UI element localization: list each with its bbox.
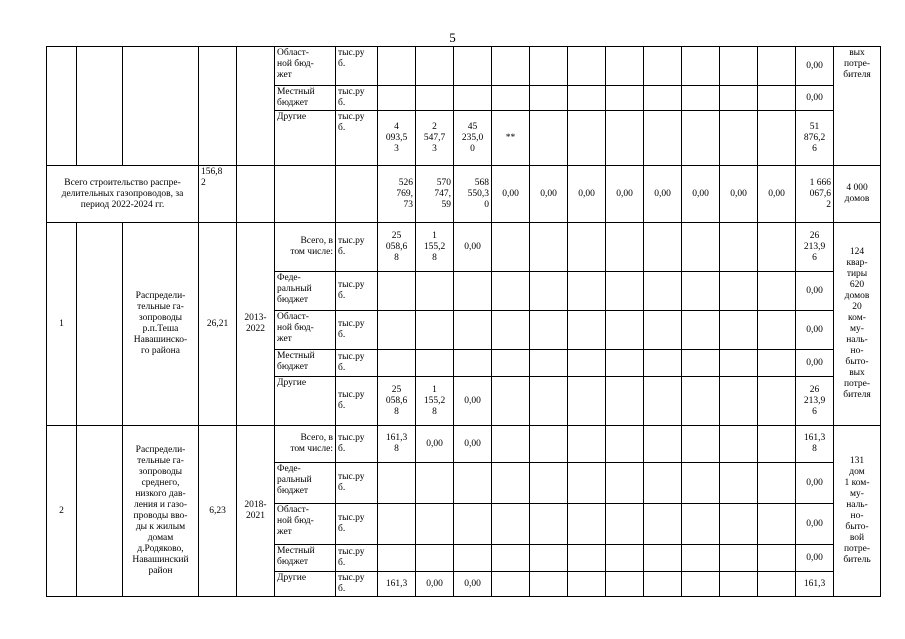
value-cell: 0,00: [454, 377, 492, 426]
value-cell: 0,00: [416, 572, 454, 597]
total-cell: 0,00: [796, 47, 834, 86]
value-cell: 570 747, 59: [416, 166, 454, 223]
empty-cell: [720, 426, 758, 463]
total-cell: 0,00: [796, 504, 834, 545]
zero-cell: 0,00: [644, 166, 682, 223]
empty-cell: [530, 426, 568, 463]
empty-cell: [644, 272, 682, 311]
empty-cell: [275, 166, 336, 223]
value-cell: [454, 463, 492, 504]
value-cell: [416, 311, 454, 350]
unit-label: тыс.ру б.: [336, 504, 378, 545]
result-cell: 124 квар- тиры 620 домов 20 ком- му- наль- но- быто- вых потре- бителя: [834, 223, 881, 426]
total-cell: 0,00: [796, 350, 834, 377]
empty-cell: [644, 504, 682, 545]
value-cell: [454, 272, 492, 311]
unit-label: тыс.ру б.: [336, 463, 378, 504]
zero-cell: 0,00: [720, 166, 758, 223]
empty-cell: [530, 504, 568, 545]
empty-cell: [568, 504, 606, 545]
empty-cell: [530, 111, 568, 166]
empty-cell: [530, 463, 568, 504]
empty-cell: [644, 111, 682, 166]
empty-cell: [682, 311, 720, 350]
empty-cell: [682, 350, 720, 377]
summary-length: 156,8 2: [199, 166, 237, 223]
value-cell: [416, 272, 454, 311]
source-label: Другие: [275, 111, 336, 166]
empty-cell: [606, 572, 644, 597]
empty-cell: [758, 111, 796, 166]
empty-cell: [568, 572, 606, 597]
item-name: Распредели- тельные га- зопроводы р.п.Теша Навашинско- го района: [123, 223, 199, 426]
empty-cell: [682, 377, 720, 426]
empty-cell: [606, 463, 644, 504]
length-cell: [199, 47, 237, 166]
empty-cell: [492, 572, 530, 597]
value-cell: [416, 463, 454, 504]
unit-label: тыс.ру б.: [336, 111, 378, 166]
value-cell: 0,00: [416, 426, 454, 463]
empty-cell: [606, 504, 644, 545]
empty-cell: [530, 272, 568, 311]
name-cell: [123, 47, 199, 166]
empty-cell: [720, 350, 758, 377]
empty-cell: [568, 47, 606, 86]
total-cell: 0,00: [796, 86, 834, 111]
item-length: 6,23: [199, 426, 237, 597]
empty-cell: [682, 463, 720, 504]
total-cell: 161,3: [796, 572, 834, 597]
empty-cell: [568, 311, 606, 350]
empty-cell: [568, 350, 606, 377]
empty-cell: [758, 350, 796, 377]
value-cell: 161,3: [378, 572, 416, 597]
empty-cell: [568, 463, 606, 504]
total-cell: 0,00: [796, 272, 834, 311]
empty-cell: [644, 545, 682, 572]
total-cell: 26 213,9 6: [796, 223, 834, 272]
empty-cell: [568, 223, 606, 272]
value-cell: [454, 350, 492, 377]
value-cell: [378, 86, 416, 111]
empty-cell: [644, 47, 682, 86]
value-cell: 526 769, 73: [378, 166, 416, 223]
item-number: 1: [47, 223, 77, 426]
unit-label: тыс.ру б.: [336, 47, 378, 86]
empty-cell: [720, 111, 758, 166]
value-cell: [416, 47, 454, 86]
empty-cell: [720, 504, 758, 545]
value-cell: 25 058,6 8: [378, 223, 416, 272]
empty-cell: [644, 350, 682, 377]
empty-cell: [606, 47, 644, 86]
empty-cell: [237, 166, 275, 223]
value-cell: 161,3 8: [378, 426, 416, 463]
empty-cell: [644, 463, 682, 504]
empty-cell: [568, 86, 606, 111]
value-cell: 568 550,3 0: [454, 166, 492, 223]
empty-cell: [758, 47, 796, 86]
empty-cell: [492, 272, 530, 311]
empty-cell: [530, 350, 568, 377]
source-label: Феде- ральный бюджет: [275, 463, 336, 504]
empty-cell: [720, 545, 758, 572]
empty-cell: [336, 166, 378, 223]
source-label: Другие: [275, 572, 336, 597]
source-label: Другие: [275, 377, 336, 426]
total-cell: 0,00: [796, 311, 834, 350]
empty-cell: [682, 572, 720, 597]
zero-cell: 0,00: [682, 166, 720, 223]
empty-cell: [568, 545, 606, 572]
total-cell: 51 876,2 6: [796, 111, 834, 166]
empty-cell: [606, 426, 644, 463]
empty-cell: [530, 572, 568, 597]
empty-cell: [644, 377, 682, 426]
empty-cell: [568, 426, 606, 463]
empty-cell: [606, 272, 644, 311]
value-cell: 2 547,7 3: [416, 111, 454, 166]
empty-cell: [492, 426, 530, 463]
value-cell: [454, 504, 492, 545]
empty-cell: [720, 86, 758, 111]
empty-cell: [758, 463, 796, 504]
result-cell: 131 дом 1 ком- му- наль- но- быто- вой потре- битель: [834, 426, 881, 597]
unit-label: тыс.ру б.: [336, 350, 378, 377]
item-period: 2013- 2022: [237, 223, 275, 426]
empty-cell: [568, 111, 606, 166]
item-period: 2018- 2021: [237, 426, 275, 597]
value-cell: [378, 47, 416, 86]
value-cell: [454, 311, 492, 350]
empty-cell: [682, 272, 720, 311]
value-cell: [416, 350, 454, 377]
total-cell: 0,00: [796, 545, 834, 572]
empty-cell: [492, 545, 530, 572]
table-row: [47, 223, 881, 272]
num-cell: [47, 47, 77, 166]
empty-cell: [682, 426, 720, 463]
source-label: Местный бюджет: [275, 545, 336, 572]
empty-cell: [758, 223, 796, 272]
source-label: Област- ной бюд- жет: [275, 47, 336, 86]
empty-cell: [682, 86, 720, 111]
source-label: Местный бюджет: [275, 86, 336, 111]
empty-cell: [492, 377, 530, 426]
value-cell: 25 058,6 8: [378, 377, 416, 426]
summary-total: 1 666 067,6 2: [796, 166, 834, 223]
value-cell: [416, 86, 454, 111]
empty-cell: [606, 350, 644, 377]
value-cell: 0,00: [454, 426, 492, 463]
empty-cell: [644, 223, 682, 272]
zero-cell: 0,00: [530, 166, 568, 223]
value-cell: [416, 504, 454, 545]
empty-cell: [682, 504, 720, 545]
source-label: Област- ной бюд- жет: [275, 311, 336, 350]
source-label: Област- ной бюд- жет: [275, 504, 336, 545]
blank-cell: [77, 223, 123, 426]
empty-cell: [606, 377, 644, 426]
value-cell: 1 155,2 8: [416, 377, 454, 426]
unit-label: тыс.ру б.: [336, 572, 378, 597]
total-cell: 0,00: [796, 463, 834, 504]
empty-cell: [758, 545, 796, 572]
empty-cell: [606, 86, 644, 111]
table-row: [47, 426, 881, 463]
value-cell: 0,00: [454, 223, 492, 272]
empty-cell: [530, 311, 568, 350]
empty-cell: [720, 47, 758, 86]
value-cell: 1 155,2 8: [416, 223, 454, 272]
value-cell: 4 093,5 3: [378, 111, 416, 166]
summary-row: [47, 166, 881, 223]
value-cell: [378, 463, 416, 504]
empty-cell: [644, 572, 682, 597]
empty-cell: [606, 311, 644, 350]
empty-cell: [720, 272, 758, 311]
zero-cell: 0,00: [758, 166, 796, 223]
empty-cell: [606, 545, 644, 572]
empty-cell: [682, 545, 720, 572]
empty-cell: [644, 426, 682, 463]
item-number: 2: [47, 426, 77, 597]
unit-label: тыс.ру б.: [336, 272, 378, 311]
empty-cell: [758, 426, 796, 463]
empty-cell: [492, 47, 530, 86]
empty-cell: [758, 377, 796, 426]
empty-cell: [758, 311, 796, 350]
unit-label: тыс.ру б.: [336, 426, 378, 463]
empty-cell: [682, 111, 720, 166]
item-length: 26,21: [199, 223, 237, 426]
empty-cell: [530, 545, 568, 572]
item-name: Распредели- тельные га- зопроводы среднего, низкого дав- ления и газо- проводы вво- ды к жилым домам д.Родяково, Навашинский район: [123, 426, 199, 597]
summary-label: Всего строительство распре- делительных газопроводов, за период 2022-2024 гг.: [47, 166, 199, 223]
empty-cell: [568, 377, 606, 426]
empty-cell: [530, 86, 568, 111]
empty-cell: [530, 47, 568, 86]
unit-label: тыс.ру б.: [336, 223, 378, 272]
empty-cell: [530, 223, 568, 272]
empty-cell: [720, 463, 758, 504]
empty-cell: [758, 504, 796, 545]
value-cell: [454, 545, 492, 572]
empty-cell: [492, 350, 530, 377]
unit-label: тыс.ру б.: [336, 545, 378, 572]
empty-cell: [492, 223, 530, 272]
total-cell: 26 213,9 6: [796, 377, 834, 426]
empty-cell: [606, 111, 644, 166]
value-cell: 45 235,0 0: [454, 111, 492, 166]
empty-cell: [530, 377, 568, 426]
value-cell: [378, 545, 416, 572]
value-cell: [454, 86, 492, 111]
zero-cell: 0,00: [606, 166, 644, 223]
value-cell: [416, 545, 454, 572]
empty-cell: [492, 311, 530, 350]
empty-cell: [758, 572, 796, 597]
value-cell: [378, 272, 416, 311]
result-cell: вых потре- бителя: [834, 47, 881, 166]
empty-cell: [720, 223, 758, 272]
empty-cell: [568, 272, 606, 311]
source-label: Всего, в том числе:: [275, 223, 336, 272]
empty-cell: [644, 86, 682, 111]
blank-cell: [77, 426, 123, 597]
empty-cell: [492, 463, 530, 504]
unit-label: тыс.ру б.: [336, 86, 378, 111]
zero-cell: 0,00: [568, 166, 606, 223]
source-label: Феде- ральный бюджет: [275, 272, 336, 311]
empty-cell: [606, 223, 644, 272]
unit-label: тыс.ру б.: [336, 377, 378, 426]
total-cell: 161,3 8: [796, 426, 834, 463]
empty-cell: [682, 47, 720, 86]
value-cell: [378, 350, 416, 377]
empty-cell: [758, 272, 796, 311]
empty-cell: [720, 377, 758, 426]
value-cell: [454, 47, 492, 86]
empty-cell: [492, 504, 530, 545]
value-cell: [378, 504, 416, 545]
empty-cell: [720, 572, 758, 597]
value-cell: [378, 311, 416, 350]
unit-label: тыс.ру б.: [336, 311, 378, 350]
note-mark: **: [492, 111, 530, 166]
empty-cell: [644, 311, 682, 350]
blank-cell: [77, 47, 123, 166]
value-cell: 0,00: [454, 572, 492, 597]
source-label: Всего, в том числе:: [275, 426, 336, 463]
empty-cell: [758, 86, 796, 111]
table-row: [47, 47, 881, 86]
zero-cell: 0,00: [492, 166, 530, 223]
empty-cell: [492, 86, 530, 111]
source-label: Местный бюджет: [275, 350, 336, 377]
budget-table: [46, 46, 881, 597]
page-number: 5: [449, 30, 456, 45]
empty-cell: [720, 311, 758, 350]
empty-cell: [682, 223, 720, 272]
summary-result: 4 000 домов: [834, 166, 881, 223]
period-cell: [237, 47, 275, 166]
